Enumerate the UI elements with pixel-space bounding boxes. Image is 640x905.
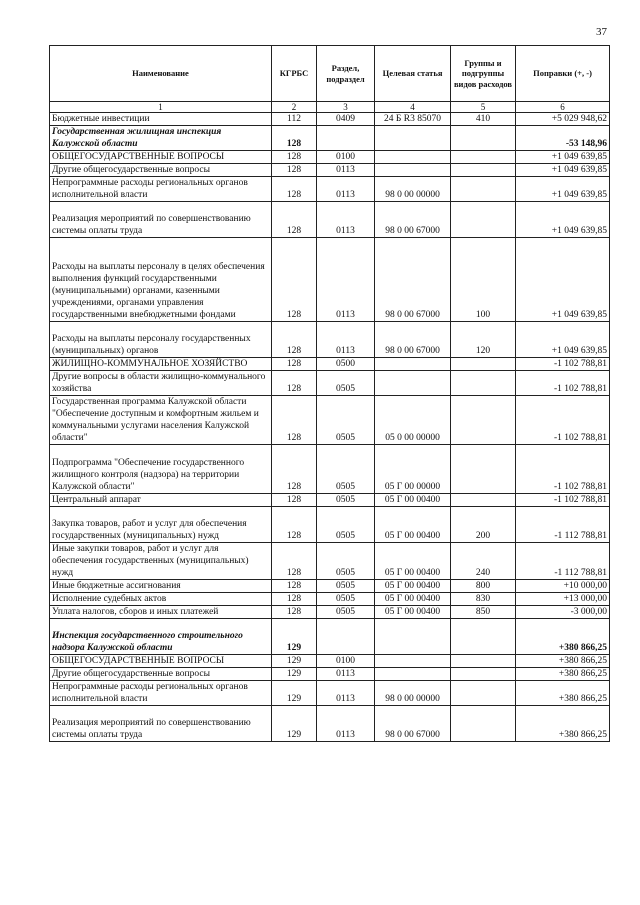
row-target: 98 0 00 00000: [375, 681, 451, 706]
row-kgrbs: 128: [272, 507, 317, 543]
row-section: 0100: [317, 655, 375, 668]
row-amount: +10 000,00: [516, 580, 610, 593]
row-target: 98 0 00 67000: [375, 202, 451, 238]
row-amount: +380 866,25: [516, 655, 610, 668]
table-header-row: [50, 46, 610, 102]
row-name: Расходы на выплаты персоналу государственных (муниципальных) органов: [50, 322, 272, 358]
row-target: [375, 668, 451, 681]
row-target: 05 Г 00 00400: [375, 543, 451, 580]
row-name: Реализация мероприятий по совершенствованию системы оплаты труда: [50, 706, 272, 742]
row-section: 0113: [317, 164, 375, 177]
column-number: 3: [317, 102, 375, 113]
row-amount: +1 049 639,85: [516, 151, 610, 164]
row-section: 0113: [317, 706, 375, 742]
row-amount: +1 049 639,85: [516, 177, 610, 202]
row-target: 98 0 00 67000: [375, 238, 451, 322]
table-row: [50, 371, 610, 396]
table-row: [50, 606, 610, 619]
row-amount: -1 112 788,81: [516, 543, 610, 580]
row-group: [451, 371, 516, 396]
row-name: Иные закупки товаров, работ и услуг для обеспечения государственных (муниципальных) нужд: [50, 543, 272, 580]
row-group: 800: [451, 580, 516, 593]
row-kgrbs: 128: [272, 494, 317, 507]
row-group: [451, 202, 516, 238]
row-kgrbs: 129: [272, 655, 317, 668]
row-section: 0505: [317, 371, 375, 396]
row-group: [451, 396, 516, 445]
row-target: [375, 164, 451, 177]
row-name: Бюджетные инвестиции: [50, 113, 272, 126]
row-amount: +380 866,25: [516, 619, 610, 655]
row-section: 0113: [317, 202, 375, 238]
row-target: 05 0 00 00000: [375, 396, 451, 445]
column-number: 6: [516, 102, 610, 113]
row-group: [451, 706, 516, 742]
row-name: Центральный аппарат: [50, 494, 272, 507]
row-group: 830: [451, 593, 516, 606]
row-target: 98 0 00 67000: [375, 322, 451, 358]
column-number: 4: [375, 102, 451, 113]
table-row: [50, 322, 610, 358]
row-kgrbs: 128: [272, 371, 317, 396]
table-row: [50, 238, 610, 322]
row-name: Иные бюджетные ассигнования: [50, 580, 272, 593]
row-name: Исполнение судебных актов: [50, 593, 272, 606]
row-name: ЖИЛИЩНО-КОММУНАЛЬНОЕ ХОЗЯЙСТВО: [50, 358, 272, 371]
table-row: [50, 580, 610, 593]
row-name: Реализация мероприятий по совершенствованию системы оплаты труда: [50, 202, 272, 238]
table-row: [50, 445, 610, 494]
table-row: [50, 543, 610, 580]
row-kgrbs: 128: [272, 202, 317, 238]
row-group: [451, 681, 516, 706]
row-amount: -1 102 788,81: [516, 358, 610, 371]
row-section: 0505: [317, 494, 375, 507]
column-number: 5: [451, 102, 516, 113]
row-target: 05 Г 00 00400: [375, 580, 451, 593]
row-target: 05 Г 00 00000: [375, 445, 451, 494]
row-section: 0113: [317, 238, 375, 322]
row-kgrbs: 129: [272, 668, 317, 681]
row-name: ОБЩЕГОСУДАРСТВЕННЫЕ ВОПРОСЫ: [50, 151, 272, 164]
row-kgrbs: 128: [272, 238, 317, 322]
row-target: 05 Г 00 00400: [375, 593, 451, 606]
row-name: Другие общегосударственные вопросы: [50, 668, 272, 681]
row-name: Другие общегосударственные вопросы: [50, 164, 272, 177]
row-kgrbs: 128: [272, 358, 317, 371]
column-number: 1: [50, 102, 272, 113]
header-target: Целевая статья: [375, 46, 451, 102]
table-row: [50, 151, 610, 164]
row-amount: +380 866,25: [516, 668, 610, 681]
row-target: [375, 151, 451, 164]
header-section: Раздел, подраздел: [317, 46, 375, 102]
row-name: Закупка товаров, работ и услуг для обеспечения государственных (муниципальных) нужд: [50, 507, 272, 543]
row-name: Государственная жилищная инспекция Калужской области: [50, 126, 272, 151]
row-target: [375, 619, 451, 655]
row-amount: +1 049 639,85: [516, 238, 610, 322]
table-row: [50, 494, 610, 507]
row-amount: -1 102 788,81: [516, 445, 610, 494]
row-target: 05 Г 00 00400: [375, 606, 451, 619]
row-amount: +13 000,00: [516, 593, 610, 606]
row-kgrbs: 129: [272, 706, 317, 742]
row-section: 0505: [317, 396, 375, 445]
row-amount: +1 049 639,85: [516, 322, 610, 358]
row-target: [375, 358, 451, 371]
column-number-row: [50, 102, 610, 113]
row-group: [451, 655, 516, 668]
row-kgrbs: 128: [272, 126, 317, 151]
row-kgrbs: 129: [272, 681, 317, 706]
row-section: 0505: [317, 593, 375, 606]
table-row: [50, 668, 610, 681]
row-group: 850: [451, 606, 516, 619]
row-kgrbs: 128: [272, 396, 317, 445]
row-kgrbs: 128: [272, 445, 317, 494]
row-name: Уплата налогов, сборов и иных платежей: [50, 606, 272, 619]
row-amount: +5 029 948,62: [516, 113, 610, 126]
row-kgrbs: 112: [272, 113, 317, 126]
row-target: 05 Г 00 00400: [375, 494, 451, 507]
column-number: 2: [272, 102, 317, 113]
row-target: [375, 126, 451, 151]
row-name: Другие вопросы в области жилищно-коммунального хозяйства: [50, 371, 272, 396]
table-row: [50, 177, 610, 202]
row-group: [451, 358, 516, 371]
row-group: [451, 177, 516, 202]
table-row: [50, 681, 610, 706]
row-kgrbs: 128: [272, 606, 317, 619]
table-row: [50, 619, 610, 655]
row-amount: -53 148,96: [516, 126, 610, 151]
row-target: [375, 371, 451, 396]
row-target: 24 Б R3 85070: [375, 113, 451, 126]
row-section: 0113: [317, 681, 375, 706]
row-group: [451, 151, 516, 164]
row-amount: -3 000,00: [516, 606, 610, 619]
row-target: [375, 655, 451, 668]
table-row: [50, 507, 610, 543]
table-row: [50, 655, 610, 668]
row-group: 120: [451, 322, 516, 358]
table-row: [50, 202, 610, 238]
row-section: 0409: [317, 113, 375, 126]
row-amount: +1 049 639,85: [516, 202, 610, 238]
row-group: 240: [451, 543, 516, 580]
row-group: [451, 126, 516, 151]
row-group: [451, 164, 516, 177]
row-group: [451, 619, 516, 655]
row-section: 0505: [317, 580, 375, 593]
row-target: 05 Г 00 00400: [375, 507, 451, 543]
row-name: Расходы на выплаты персоналу в целях обеспечения выполнения функций государственными (муниципальными) органами, казенными учреждениями, органами управления государственными внебюджетными фондами: [50, 238, 272, 322]
row-section: 0113: [317, 668, 375, 681]
row-name: ОБЩЕГОСУДАРСТВЕННЫЕ ВОПРОСЫ: [50, 655, 272, 668]
row-section: 0505: [317, 445, 375, 494]
header-amendments: Поправки (+, -): [516, 46, 610, 102]
row-kgrbs: 128: [272, 164, 317, 177]
row-kgrbs: 128: [272, 580, 317, 593]
row-kgrbs: 129: [272, 619, 317, 655]
row-section: 0100: [317, 151, 375, 164]
page-number: 37: [596, 26, 607, 38]
row-kgrbs: 128: [272, 177, 317, 202]
row-target: 98 0 00 67000: [375, 706, 451, 742]
row-name: Непрограммные расходы региональных органов исполнительной власти: [50, 681, 272, 706]
row-kgrbs: 128: [272, 151, 317, 164]
table-row: [50, 593, 610, 606]
row-amount: -1 102 788,81: [516, 371, 610, 396]
header-groups: Группы и подгруппы видов расходов: [451, 46, 516, 102]
row-amount: -1 112 788,81: [516, 507, 610, 543]
table-row: [50, 164, 610, 177]
row-kgrbs: 128: [272, 322, 317, 358]
table-row: [50, 396, 610, 445]
header-kgrbs: КГРБС: [272, 46, 317, 102]
row-amount: -1 102 788,81: [516, 396, 610, 445]
row-section: 0113: [317, 322, 375, 358]
table-row: [50, 706, 610, 742]
row-section: 0505: [317, 606, 375, 619]
row-name: Подпрограмма "Обеспечение государственного жилищного контроля (надзора) на территории Калужской области": [50, 445, 272, 494]
budget-amendments-table: [49, 45, 610, 742]
table-row: [50, 113, 610, 126]
row-section: [317, 619, 375, 655]
row-section: 0113: [317, 177, 375, 202]
row-amount: -1 102 788,81: [516, 494, 610, 507]
row-section: 0500: [317, 358, 375, 371]
row-group: [451, 494, 516, 507]
table-row: [50, 358, 610, 371]
row-name: Государственная программа Калужской области "Обеспечение доступным и комфортным жильем и коммунальными услугами населения Калужской области": [50, 396, 272, 445]
row-section: 0505: [317, 507, 375, 543]
table-row: [50, 126, 610, 151]
row-group: 410: [451, 113, 516, 126]
row-name: Непрограммные расходы региональных органов исполнительной власти: [50, 177, 272, 202]
row-group: [451, 445, 516, 494]
row-amount: +380 866,25: [516, 706, 610, 742]
row-group: 100: [451, 238, 516, 322]
header-name: Наименование: [50, 46, 272, 102]
row-group: 200: [451, 507, 516, 543]
row-kgrbs: 128: [272, 593, 317, 606]
row-amount: +1 049 639,85: [516, 164, 610, 177]
table-body: [50, 113, 610, 742]
row-amount: +380 866,25: [516, 681, 610, 706]
row-section: [317, 126, 375, 151]
row-section: 0505: [317, 543, 375, 580]
row-group: [451, 668, 516, 681]
row-target: 98 0 00 00000: [375, 177, 451, 202]
row-kgrbs: 128: [272, 543, 317, 580]
row-name: Инспекция государственного строительного надзора Калужской области: [50, 619, 272, 655]
